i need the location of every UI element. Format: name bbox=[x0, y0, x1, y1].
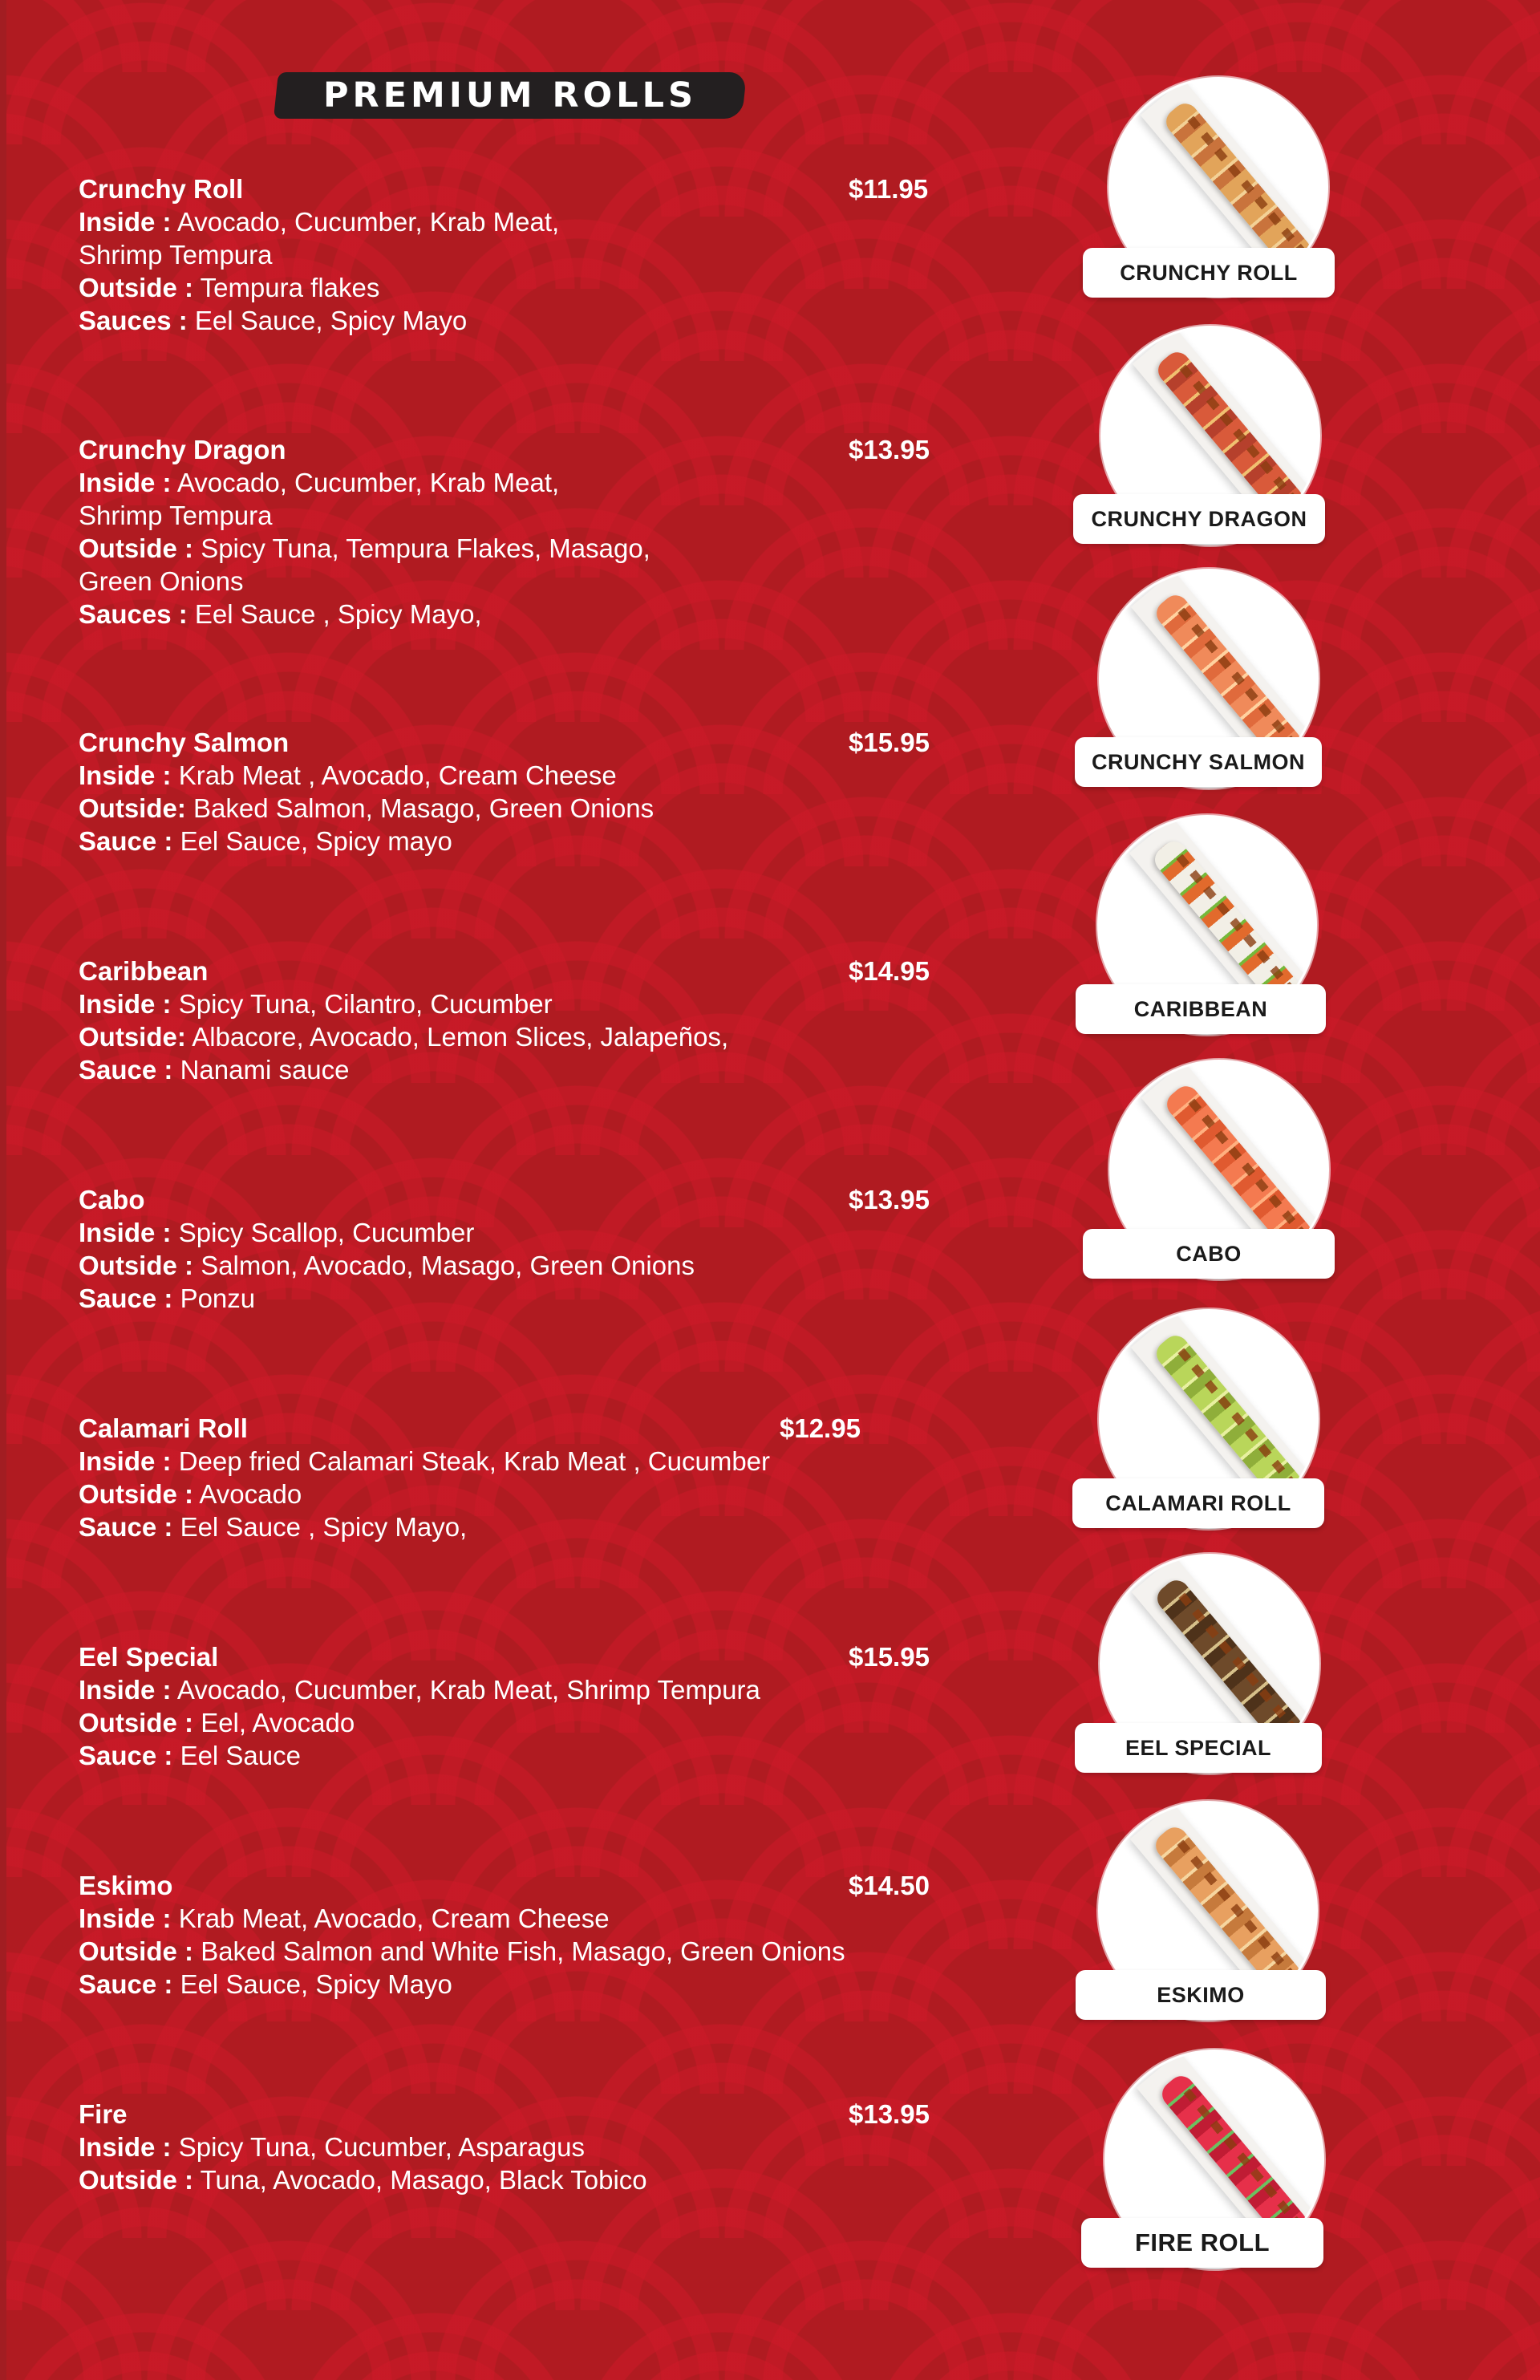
ingredient-value: Baked Salmon and White Fish, Masago, Green Onions bbox=[201, 1936, 845, 1966]
ingredient-label: Inside : bbox=[79, 1675, 172, 1705]
item-price: $15.95 bbox=[849, 1642, 930, 1672]
ingredient-label: Outside: bbox=[79, 1022, 186, 1052]
item-name: Eel Special bbox=[79, 1642, 219, 1672]
ingredient-value: Shrimp Tempura bbox=[79, 501, 273, 530]
ingredient-row bbox=[79, 1739, 945, 1772]
ingredient-label: Sauce : bbox=[79, 1741, 173, 1770]
ingredient-value: Avocado, Cucumber, Krab Meat, bbox=[176, 468, 560, 497]
ingredient-row bbox=[79, 238, 945, 271]
roll-photo-label: CRUNCHY DRAGON bbox=[1073, 494, 1325, 544]
ingredient-value: Spicy Tuna, Cucumber, Asparagus bbox=[178, 2132, 585, 2162]
ingredient-label: Outside : bbox=[79, 273, 194, 302]
item-price: $13.95 bbox=[849, 2099, 930, 2129]
ingredient-row bbox=[79, 304, 945, 337]
ingredient-row bbox=[79, 1445, 945, 1478]
ingredient-label: Inside : bbox=[79, 1446, 172, 1476]
roll-photo-label: CABO bbox=[1083, 1229, 1335, 1279]
ingredient-label: Outside : bbox=[79, 1479, 194, 1509]
ingredient-row bbox=[79, 1510, 945, 1543]
ingredient-label: Sauce : bbox=[79, 1512, 173, 1542]
ingredient-label: Inside : bbox=[79, 1218, 172, 1247]
ingredient-value: Spicy Tuna, Tempura Flakes, Masago, bbox=[201, 533, 650, 563]
ingredient-row bbox=[79, 1902, 945, 1935]
ingredient-row bbox=[79, 825, 945, 858]
ingredient-label: Outside : bbox=[79, 533, 194, 563]
left-border bbox=[0, 0, 6, 2380]
ingredient-value: Avocado, Cucumber, Krab Meat, Shrimp Tempura bbox=[176, 1675, 760, 1705]
ingredient-value: Baked Salmon, Masago, Green Onions bbox=[193, 793, 654, 823]
ingredient-row bbox=[79, 2131, 945, 2163]
roll-photo-label: CRUNCHY SALMON bbox=[1075, 737, 1322, 787]
roll-photo-label: CARIBBEAN bbox=[1076, 984, 1326, 1034]
ingredient-value: Spicy Tuna, Cilantro, Cucumber bbox=[178, 989, 553, 1019]
menu-item bbox=[79, 172, 945, 337]
item-name: Crunchy Salmon bbox=[79, 728, 290, 757]
ingredient-row bbox=[79, 205, 945, 238]
ingredient-value: Salmon, Avocado, Masago, Green Onions bbox=[201, 1251, 695, 1280]
roll-photo-label: EEL SPECIAL bbox=[1075, 1723, 1322, 1773]
item-name: Cabo bbox=[79, 1185, 145, 1214]
item-price: $13.95 bbox=[849, 435, 930, 464]
ingredient-value: Avocado, Cucumber, Krab Meat, bbox=[176, 207, 560, 237]
ingredient-row bbox=[79, 1216, 945, 1249]
ingredient-row bbox=[79, 499, 945, 532]
roll-photo-label: CRUNCHY ROLL bbox=[1083, 248, 1335, 298]
ingredient-row bbox=[79, 1673, 945, 1706]
roll-photo-label: ESKIMO bbox=[1076, 1970, 1326, 2020]
ingredient-label: Outside: bbox=[79, 793, 186, 823]
ingredient-label: Outside : bbox=[79, 2165, 194, 2195]
ingredient-value: Tuna, Avocado, Masago, Black Tobico bbox=[200, 2165, 647, 2195]
ingredient-value: Ponzu bbox=[180, 1283, 256, 1313]
ingredient-value: Tempura flakes bbox=[200, 273, 380, 302]
ingredient-value: Eel Sauce, Spicy mayo bbox=[180, 826, 452, 856]
ingredient-value: Green Onions bbox=[79, 566, 244, 596]
ingredient-label: Sauce : bbox=[79, 826, 173, 856]
ingredient-row bbox=[79, 792, 945, 825]
ingredient-row bbox=[79, 1706, 945, 1739]
ingredient-row bbox=[79, 271, 945, 304]
ingredient-value: Eel Sauce , Spicy Mayo, bbox=[180, 1512, 468, 1542]
ingredient-label: Inside : bbox=[79, 468, 172, 497]
ingredient-row bbox=[79, 1249, 945, 1282]
ingredient-row bbox=[79, 598, 945, 630]
ingredient-value: Eel Sauce bbox=[180, 1741, 301, 1770]
ingredient-label: Outside : bbox=[79, 1936, 194, 1966]
ingredient-value: Krab Meat , Avocado, Cream Cheese bbox=[178, 760, 617, 790]
ingredient-row bbox=[79, 1053, 945, 1086]
ingredient-label: Inside : bbox=[79, 760, 172, 790]
roll-photo-label: CALAMARI ROLL bbox=[1072, 1478, 1324, 1528]
ingredient-row bbox=[79, 987, 945, 1020]
menu-item bbox=[79, 433, 945, 630]
ingredient-row bbox=[79, 1020, 945, 1053]
ingredient-value: Avocado bbox=[199, 1479, 302, 1509]
item-name: Calamari Roll bbox=[79, 1413, 248, 1443]
ingredient-label: Outside : bbox=[79, 1708, 194, 1737]
ingredient-label: Inside : bbox=[79, 207, 172, 237]
page-title: PREMIUM ROLLS bbox=[323, 75, 697, 116]
item-price: $14.50 bbox=[849, 1871, 930, 1900]
menu-item bbox=[79, 1640, 945, 1772]
ingredient-row bbox=[79, 2163, 945, 2196]
ingredient-label: Sauce : bbox=[79, 1055, 173, 1085]
item-name: Eskimo bbox=[79, 1871, 173, 1900]
item-price: $11.95 bbox=[849, 174, 929, 204]
ingredient-row bbox=[79, 1282, 945, 1315]
item-price: $12.95 bbox=[780, 1413, 861, 1443]
ingredient-label: Outside : bbox=[79, 1251, 194, 1280]
ingredient-value: Spicy Scallop, Cucumber bbox=[178, 1218, 475, 1247]
ingredient-value: Krab Meat, Avocado, Cream Cheese bbox=[178, 1904, 610, 1933]
item-price: $13.95 bbox=[849, 1185, 930, 1214]
ingredient-value: Nanami sauce bbox=[180, 1055, 350, 1085]
menu-item bbox=[79, 1183, 945, 1315]
ingredient-row bbox=[79, 532, 945, 565]
ingredient-value: Eel Sauce , Spicy Mayo, bbox=[194, 599, 482, 629]
ingredient-row bbox=[79, 565, 945, 598]
ingredient-value: Eel, Avocado bbox=[201, 1708, 355, 1737]
ingredient-label: Inside : bbox=[79, 989, 172, 1019]
menu-item bbox=[79, 1869, 945, 2001]
ingredient-row bbox=[79, 759, 945, 792]
ingredient-row bbox=[79, 466, 945, 499]
item-name: Caribbean bbox=[79, 956, 209, 986]
ingredient-value: Albacore, Avocado, Lemon Slices, Jalapeños, bbox=[192, 1022, 729, 1052]
ingredient-label: Inside : bbox=[79, 2132, 172, 2162]
menu-item bbox=[79, 955, 945, 1086]
ingredient-label: Sauce : bbox=[79, 1283, 173, 1313]
ingredient-label: Sauce : bbox=[79, 1969, 173, 1999]
menu-item bbox=[79, 1412, 945, 1543]
ingredient-row bbox=[79, 1968, 945, 2001]
item-price: $14.95 bbox=[849, 956, 930, 986]
ingredient-row bbox=[79, 1478, 945, 1510]
ingredient-value: Eel Sauce, Spicy Mayo bbox=[194, 306, 468, 335]
menu-item bbox=[79, 726, 945, 858]
item-name: Crunchy Roll bbox=[79, 174, 244, 204]
ingredient-label: Sauces : bbox=[79, 599, 188, 629]
ingredient-label: Sauces : bbox=[79, 306, 188, 335]
menu-item bbox=[79, 2098, 945, 2196]
item-name: Fire bbox=[79, 2099, 128, 2129]
item-name: Crunchy Dragon bbox=[79, 435, 286, 464]
ingredient-value: Deep fried Calamari Steak, Krab Meat , Cucumber bbox=[178, 1446, 771, 1476]
ingredient-label: Inside : bbox=[79, 1904, 172, 1933]
item-price: $15.95 bbox=[849, 728, 930, 757]
roll-photo-label: FIRE ROLL bbox=[1081, 2218, 1323, 2268]
ingredient-row bbox=[79, 1935, 945, 1968]
ingredient-value: Shrimp Tempura bbox=[79, 240, 273, 270]
ingredient-value: Eel Sauce, Spicy Mayo bbox=[180, 1969, 452, 1999]
